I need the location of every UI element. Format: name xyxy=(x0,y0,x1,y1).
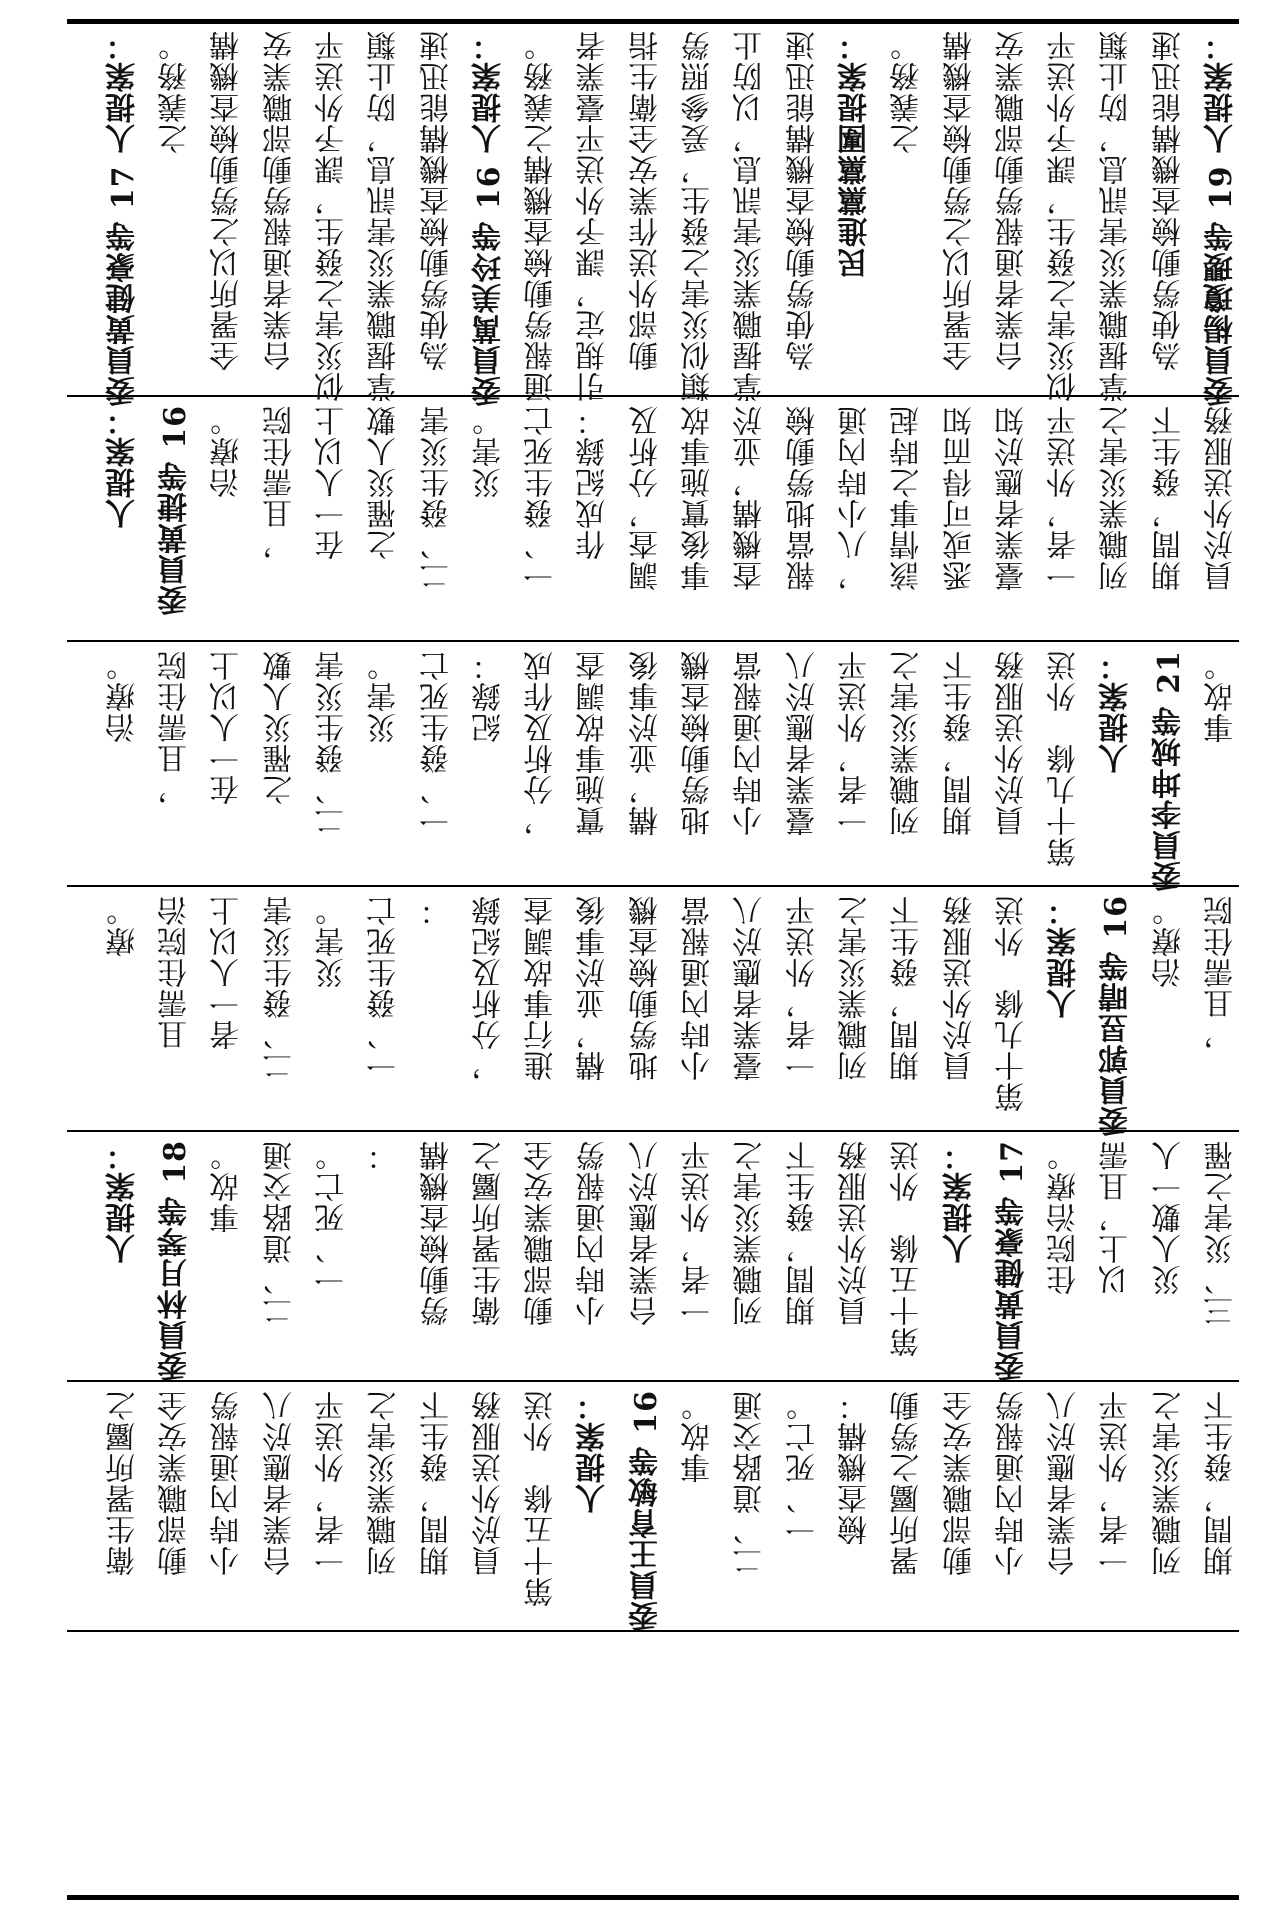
text-line: 查機構，並於 xyxy=(733,405,769,591)
proposal-heading: 人提案： xyxy=(576,1390,612,1514)
text-line: 台業者通報勞動部職業安 xyxy=(994,30,1030,371)
table-section-6 xyxy=(67,1382,1239,1630)
text-line: 在一人以上 xyxy=(210,650,246,929)
text-line: 地勞動檢查機 xyxy=(628,895,664,1143)
text-line: 之罹災人數 xyxy=(367,405,403,622)
text-line: 小時內通報勞 xyxy=(210,1390,246,1576)
text-line: 地勞動檢查機 xyxy=(681,650,716,898)
text-line: 掌握職業災害訊息，以防止 xyxy=(733,30,769,402)
text-line: 小時內通報勞 xyxy=(994,1390,1030,1576)
text-line: 調查，分析及 xyxy=(628,405,664,591)
text-line: ，且需住院 xyxy=(1204,895,1239,1112)
text-line: 一、死亡。 xyxy=(785,1390,821,1545)
text-line: 治療。 xyxy=(105,650,141,867)
text-line: 治療。 xyxy=(1151,895,1187,1050)
proposal-heading: 委員萬美玲等 16 人提案： xyxy=(471,30,507,407)
text-line: 二、道路交通 xyxy=(262,1140,298,1388)
proposal-heading: 委員李坤城等 21 xyxy=(1151,650,1187,892)
text-line: 小時內通報勞 xyxy=(576,1140,612,1388)
text-line: 台業者應於八 xyxy=(1047,1390,1083,1576)
text-line: 期間，發生下 xyxy=(785,1140,821,1388)
text-line: 一者，外送平 xyxy=(681,1140,716,1388)
proposal-heading: 民進黨黨團提案： xyxy=(837,30,873,278)
text-line: 事後實施事故 xyxy=(681,405,716,591)
table-section-5 xyxy=(67,1132,1239,1388)
text-line: 期間，發生下 xyxy=(1204,1390,1239,1576)
text-line: 進行事故調查 xyxy=(524,895,560,1143)
text-line: 在一人以上 xyxy=(314,405,350,622)
text-line: 第十五條 外送 xyxy=(524,1390,560,1607)
text-line: 第十九條 外送 xyxy=(1047,650,1083,867)
text-line: 二、發生災害 xyxy=(262,895,298,1143)
text-line: 列職業災害之 xyxy=(1099,405,1135,591)
text-line: 署所屬之勞動 xyxy=(890,1390,926,1576)
text-line: 員於外送服務 xyxy=(471,1390,507,1576)
text-line: 全署所以之勞動檢查機構 xyxy=(210,30,246,371)
text-line: 臺業者應於八 xyxy=(733,895,769,1143)
text-line: 一、發生死亡 xyxy=(419,650,455,898)
proposal-heading: 人提案： xyxy=(105,1140,141,1264)
text-line: ： xyxy=(419,895,455,988)
table-section-1 xyxy=(67,22,1239,407)
text-line: 衛生署所屬之 xyxy=(471,1140,507,1388)
text-line: 一、發生死亡 xyxy=(367,895,403,1143)
text-line: 治療。 xyxy=(210,405,246,560)
text-line: 構，並於事後 xyxy=(628,650,664,898)
text-line: 台業者應於八 xyxy=(262,1390,298,1576)
text-line: 衛生署所屬之 xyxy=(105,1390,141,1576)
text-line: 之義務。 xyxy=(158,30,193,154)
text-line: 列職業災害之 xyxy=(837,895,873,1143)
text-line: ，分析及紀錄 xyxy=(471,895,507,1143)
text-line: 臺業者應於知 xyxy=(994,405,1030,591)
text-line: 一者，外送平 xyxy=(314,1390,350,1576)
text-line: 事故。 xyxy=(210,1140,246,1357)
table-section-3 xyxy=(67,642,1239,929)
text-line: ： xyxy=(367,1140,403,1233)
proposal-heading: 委員黃健豪等 17 xyxy=(994,1140,1030,1382)
text-line: 為使勞動檢查機構能迅速 xyxy=(785,30,821,371)
text-line: ，分析及作成 xyxy=(524,650,560,898)
text-line: 一者，外送平 xyxy=(785,895,821,1143)
text-line: 實施事故調查 xyxy=(576,650,612,898)
text-line: 為使勞動檢查機構能迅速 xyxy=(419,30,455,371)
text-line: 二、發生災害 xyxy=(419,405,455,591)
text-line: 小時內通報當 xyxy=(681,895,716,1143)
proposal-heading: 人提案： xyxy=(1047,895,1083,1019)
proposal-heading: 委員郭昱晴等 16 xyxy=(1099,895,1135,1137)
text-line: 報當地勞動檢 xyxy=(785,405,821,591)
proposal-heading: 人提案： xyxy=(105,405,141,529)
text-line: 該情事之時起 xyxy=(890,405,926,591)
table-section-4 xyxy=(67,887,1239,1174)
text-line: 三、災害之罹 xyxy=(1204,1140,1239,1326)
text-line: 台業者應於八 xyxy=(628,1140,664,1388)
text-line: 員於外送服務 xyxy=(1204,405,1239,591)
text-line: 似災害之發生，課予外送平 xyxy=(1047,30,1083,402)
text-line: 列職業災害之 xyxy=(890,650,926,898)
text-line: 動部職業安全 xyxy=(158,1390,193,1576)
text-line: 且需住院治 xyxy=(158,895,193,1174)
text-line: 掌握職業災害訊息，防止類 xyxy=(367,30,403,402)
text-line: 期間，發生下 xyxy=(1151,405,1187,591)
text-line: 通報勞動檢查機構之義務。 xyxy=(524,30,560,402)
text-line: 者一人以上 xyxy=(210,895,246,1174)
text-line: 似災害之發生，課予外送平 xyxy=(314,30,350,402)
text-line: 災人數一人 xyxy=(1151,1140,1187,1357)
text-line: 作成紀錄： xyxy=(576,405,612,560)
text-line: 一者，外送平 xyxy=(1099,1390,1135,1576)
text-line: 一、發生死亡 xyxy=(524,405,560,591)
text-line: 療。 xyxy=(105,895,141,1081)
text-line: 員於外送服務 xyxy=(837,1140,873,1388)
proposal-heading: 委員黃健豪等 17 人提案： xyxy=(105,30,141,407)
text-line: 二、道路交通 xyxy=(733,1390,769,1576)
text-line: 第十九條 外送 xyxy=(994,895,1030,1112)
proposal-heading: 委員楊瓊瓔等 19 人提案： xyxy=(1204,30,1239,407)
proposal-heading: 委員王育敏等 16 xyxy=(628,1390,664,1632)
text-line: 全署所以之勞動檢查機構 xyxy=(942,30,978,371)
text-line: 員於外送服務 xyxy=(942,895,978,1143)
text-line: 期間，發生下 xyxy=(942,650,978,898)
text-line: 以上，且需 xyxy=(1099,1140,1135,1357)
text-line: 災害。 xyxy=(471,405,507,560)
text-line: ，且需住院 xyxy=(262,405,298,622)
text-line: 期間，發生下 xyxy=(890,895,926,1143)
text-line: 檢查機構： xyxy=(837,1390,873,1545)
text-line: 災害。 xyxy=(367,650,403,867)
text-line: 類似災害之發生，爰參照勞 xyxy=(681,30,716,402)
proposal-heading: 人提案： xyxy=(942,1140,978,1264)
text-line: 事故。 xyxy=(1204,650,1239,805)
proposal-heading: 委員黃捷等 16 xyxy=(158,405,193,616)
text-line: 悉或可得而知 xyxy=(942,405,978,591)
text-line: 列職業災害之 xyxy=(733,1140,769,1388)
text-line: 一者，外送平 xyxy=(837,650,873,898)
text-line: 動部職業安全 xyxy=(942,1390,978,1576)
proposal-heading: 委員林月琴等 18 xyxy=(158,1140,193,1382)
text-line: 一者，外送平 xyxy=(1047,405,1083,591)
proposal-heading: 人提案： xyxy=(1099,650,1135,774)
text-line: 之義務。 xyxy=(890,30,926,154)
text-line: 災害。 xyxy=(314,895,350,1112)
text-line: 為使勞動檢查機構能迅速 xyxy=(1151,30,1187,371)
text-line: 掌握職業災害訊息，防止類 xyxy=(1099,30,1135,402)
text-line: 列職業災害之 xyxy=(1151,1390,1187,1576)
text-line: 台業者通報勞動部職業安 xyxy=(262,30,298,371)
table-section-2 xyxy=(67,397,1239,640)
text-line: 構，並於事後 xyxy=(576,895,612,1143)
text-line: ，八小時內通 xyxy=(837,405,873,591)
text-line: 勞動檢查機構 xyxy=(419,1140,455,1388)
text-line: 小時內通報當 xyxy=(733,650,769,898)
text-line: 臺業者應於八 xyxy=(785,650,821,898)
bottom-rule xyxy=(67,1895,1239,1900)
text-line: 之罹災人數 xyxy=(262,650,298,929)
text-line: 員於外送服務 xyxy=(994,650,1030,898)
text-line: 第十五條 外送 xyxy=(890,1140,926,1357)
text-line: 住院治療。 xyxy=(1047,1140,1083,1357)
text-line: 列職業災害之 xyxy=(367,1390,403,1576)
text-line: 期間，發生下 xyxy=(419,1390,455,1576)
text-line: 引規定，課予外送平臺業者 xyxy=(576,30,612,402)
text-line: 二、發生災害 xyxy=(314,650,350,898)
text-line: 事故。 xyxy=(681,1390,716,1545)
text-line: 一、死亡。 xyxy=(314,1140,350,1357)
text-line: ，且需住院 xyxy=(158,650,193,929)
text-line: 紀錄： xyxy=(471,650,507,805)
text-line: 動部職業安全 xyxy=(524,1140,560,1388)
text-line: 動部外送作業安全衛生指 xyxy=(628,30,664,371)
